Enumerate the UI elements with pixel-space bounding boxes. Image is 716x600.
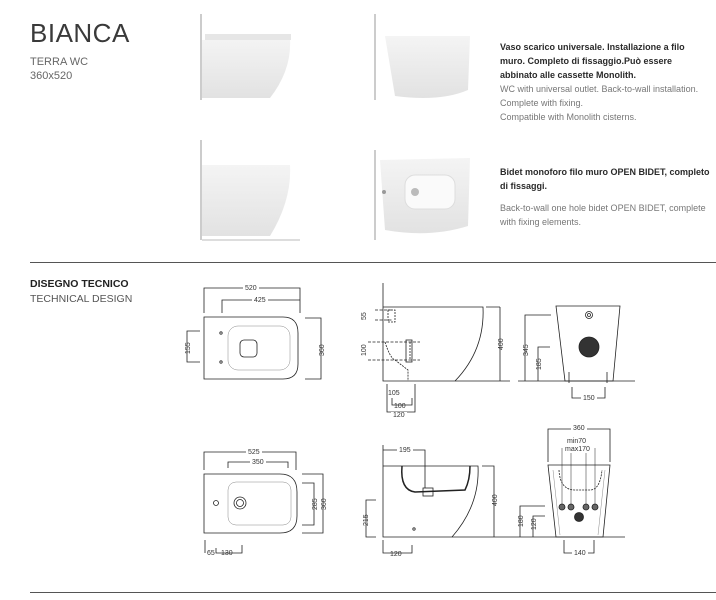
product-title: BIANCA	[30, 18, 130, 48]
dim-wc-55: 55	[361, 312, 368, 320]
dim-wc-holes: 155	[185, 342, 192, 354]
technical-title-it: DISEGNO TECNICO	[30, 278, 129, 290]
dim-wc-length: 520	[245, 285, 257, 292]
wc-desc-en: WC with universal outlet. Back-to-wall installation. Complete with fixing.	[500, 84, 699, 108]
dim-bidet-length: 525	[248, 449, 260, 456]
wc-desc-en-2: Compatible with Monolith cisterns.	[500, 112, 637, 122]
dim-wc-120: 120	[393, 412, 405, 419]
dim-wc-345: 345	[523, 344, 530, 356]
dim-bidet-215: 215	[363, 514, 370, 526]
dim-wc-100b: 100	[394, 403, 406, 410]
dim-bidet-front-width: 360	[573, 425, 585, 432]
dim-bidet-min: min70	[567, 438, 587, 445]
dim-wc-105: 105	[388, 390, 400, 397]
dim-bidet-195: 195	[399, 447, 411, 454]
bidet-top-view	[204, 452, 323, 553]
dim-bidet-front-120: 120	[531, 518, 538, 530]
bidet-desc-en: Back-to-wall one hole bidet OPEN BIDET, complete with fixing elements.	[500, 203, 706, 227]
dim-bidet-65: 65	[207, 550, 215, 557]
dim-bidet-width: 360	[321, 498, 328, 510]
dim-wc-100: 100	[361, 344, 368, 356]
dim-wc-inner: 425	[254, 297, 266, 304]
dim-wc-width: 360	[319, 344, 326, 356]
dim-wc-150: 150	[583, 395, 595, 402]
dim-bidet-height: 400	[492, 494, 499, 506]
dim-wc-185: 185	[536, 358, 543, 370]
bidet-desc-it: Bidet monoforo filo muro OPEN BIDET, completo di fissaggi.	[500, 167, 710, 191]
product-size: 360x520	[30, 70, 73, 82]
dim-bidet-130: 130	[221, 550, 233, 557]
product-type: TERRA WC	[30, 56, 89, 68]
wc-back-view	[518, 306, 635, 398]
divider-bottom	[30, 592, 716, 593]
dim-bidet-inner: 350	[252, 459, 264, 466]
bidet-side-view	[366, 445, 510, 553]
technical-title-en: TECHNICAL DESIGN	[30, 293, 133, 305]
dim-bidet-120: 120	[390, 551, 402, 558]
dim-bidet-285: 285	[312, 498, 319, 510]
dim-wc-height: 400	[498, 338, 505, 350]
dim-bidet-max: max170	[565, 446, 590, 453]
wc-desc-it: Vaso scarico universale. Installazione a filo muro. Completo di fissaggio.Può essere abbinato alle cassette Monolith.	[500, 42, 685, 80]
dim-bidet-180: 180	[518, 515, 525, 527]
dim-bidet-140: 140	[574, 550, 586, 557]
